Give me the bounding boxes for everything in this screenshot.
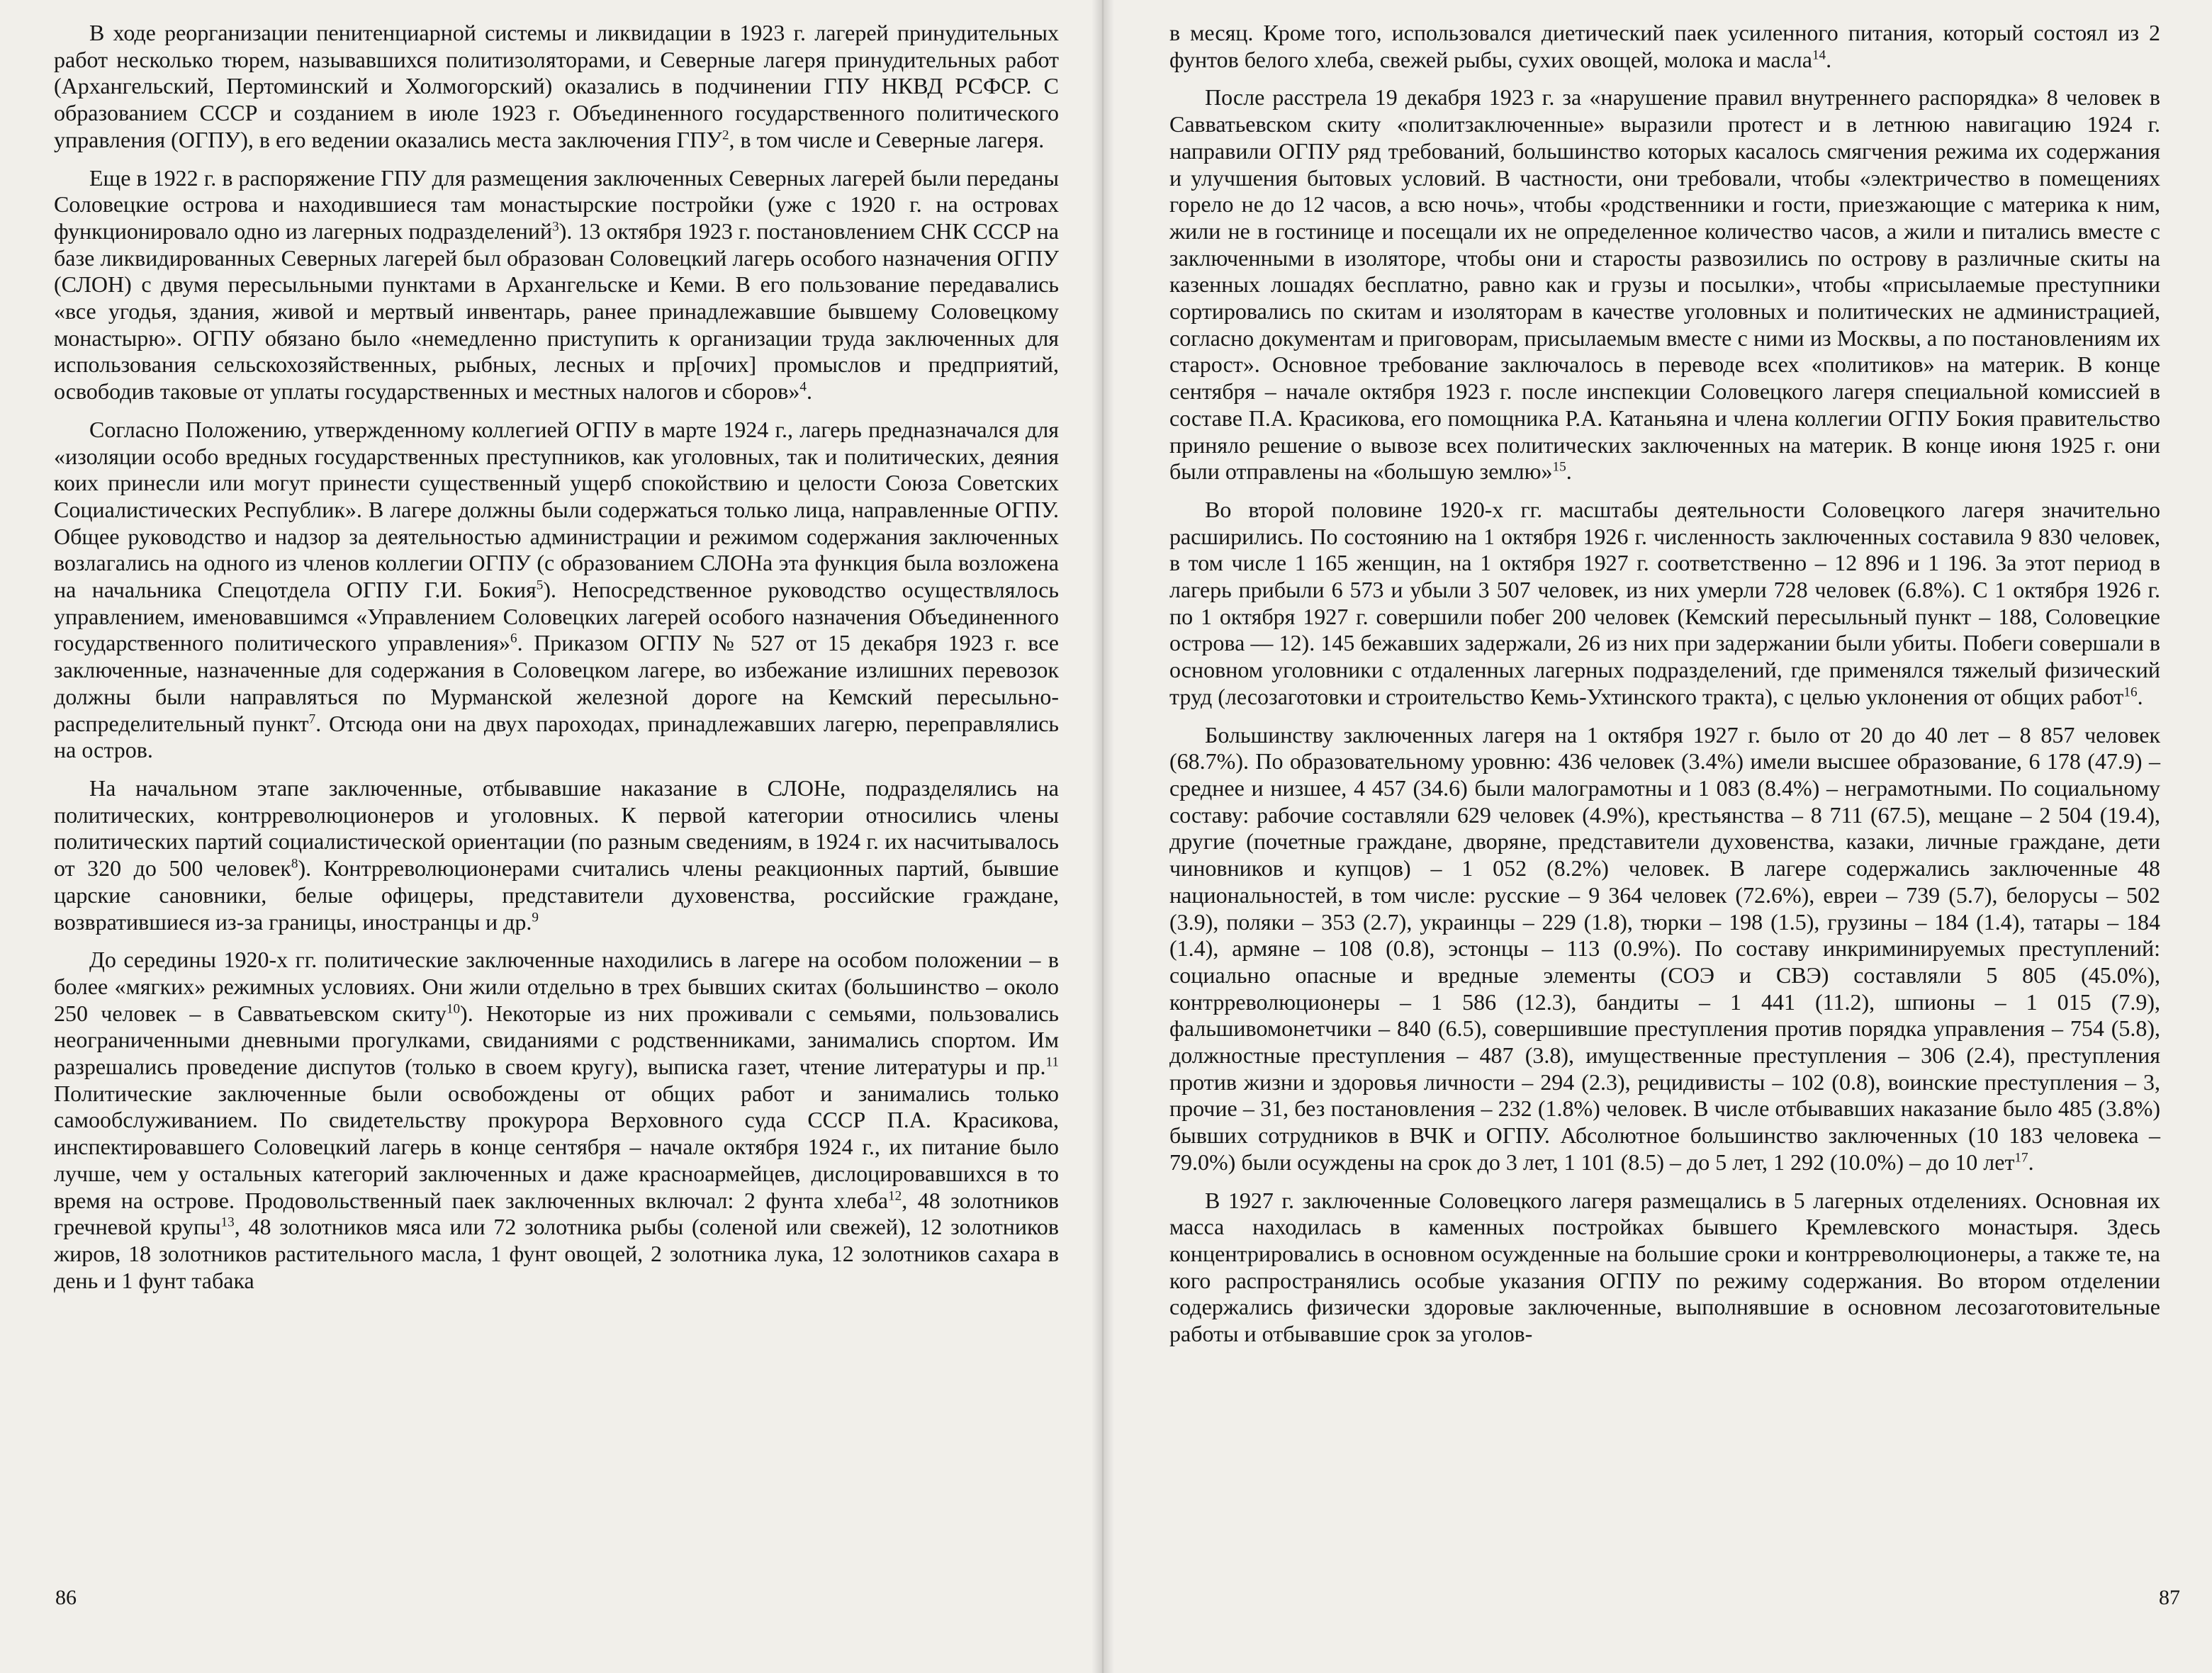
paragraph-text: ). Некоторые из них проживали с семьями, пользовались неограниченными дневными прогулками, свиданиями с родственниками, занимались спортом. Им разрешались проведение диспутов (только в своем кругу), выписка газет, чтение литературы и пр. (54, 1000, 1060, 1080)
left-page-text (54, 20, 1059, 1294)
footnote-marker: 5 (536, 578, 544, 593)
paragraph (54, 20, 1059, 154)
footnote-marker: 11 (1045, 1054, 1059, 1070)
footnote-marker: 4 (799, 379, 807, 395)
paragraph-text: После расстрела 19 декабря 1923 г. за «нарушение правил внутреннего распорядка» 8 человек в Савватьевском скиту «политзаключенные» выразили протест и в летнюю навигацию 1924 г. направили ОГПУ ряд требований, большинство которых касалось смягчения режима их содержания и улучшения бытовых условий. В частности, они требовали, чтобы «электричество в помещениях горело не до 12 часов, а всю ночь», чтобы «родственники и гости, приезжающие с материка к ним, жили не в гостинице и посещали их не определенное количество часов, а жили и питались вместе с заключенными в изоляторе, чтобы они и старосты развозились по острову в различные скиты на казенных лошадях бесплатно, равно как и грузы и посылки», чтобы «присылаемые преступники сортировались по скитам и изоляторам в качестве уголовных и политических не администрацией, согласно документам и приговорам, присылаемым вместе с ними из Москвы, а по постановлениям их старост». Основное требование заключалось в переводе всех «политиков» на материк. В конце сентября – начале октября 1923 г. после инспекции Соловецкого лагеря специальной комиссией в составе П.А. Красикова, его помощника Р.А. Катаньяна и члена коллегии ОГПУ Бокия правительство приняло решение о вывозе всех политических заключенных на материк. В конце июня 1925 г. они были отправлены на «большую землю» (1169, 84, 2160, 485)
footnote-marker: 13 (220, 1215, 235, 1230)
paragraph-text: ). Контрреволюционерами считались члены реакционных партий, бывшие царские сановники, белые офицеры, представители духовенства, российские граждане, возвратившиеся из-за границы, иностранцы и др. (54, 855, 1060, 935)
paragraph-text: ). Непосредственное руководство осуществлялось управлением, именовавшимся «Управлением Соловецких лагерей особого назначения Объединенного государственного политического управления» (54, 577, 1060, 656)
left-page-number: 86 (55, 1586, 77, 1609)
paragraph (1169, 497, 2160, 711)
paragraph (1169, 84, 2160, 485)
paragraph (1169, 20, 2160, 73)
footnote-marker: 16 (2123, 685, 2138, 700)
paragraph-text: , в том числе и Северные лагеря. (729, 126, 1045, 152)
footnote-marker: 7 (308, 711, 316, 727)
paragraph-text: . (2028, 1149, 2034, 1175)
paragraph-text: Во второй половине 1920-х гг. масштабы деятельности Соловецкого лагеря значительно расширились. По состоянию на 1 октября 1926 г. численность заключенных составила 9 830 человек, в том числе 1 165 женщин, на 1 октября 1927 г. соответственно – 12 896 и 1 196. За этот период в лагерь прибыли 6 573 и убыли 3 507 человек, из них умерли 728 человек (6.8%). С 1 октября 1926 г. по 1 октября 1927 г. совершили побег 200 человек (Кемский пересыльный пункт – 188, Соловецкие острова — 12). 145 бежавших задержали, 26 из них при задержании были убиты. Побеги совершали в основном уголовники с отдаленных лагерных подразделений, где применялся тяжелый физический труд (лесозаготовки и строительство Кемь-Ухтинского тракта), с целью уклонения от общих работ (1169, 496, 2160, 709)
paragraph (54, 775, 1059, 935)
paragraph (54, 165, 1059, 405)
paragraph-text: Политические заключенные были освобождены от общих работ и занимались только самообслуживанием. По свидетельству прокурора Верховного суда СССР П.А. Красикова, инспектировавшего Соловецкий лагерь в конце сентября – начале октября 1924 г., их питание было лучше, чем у остальных категорий заключенных и даже красноармейцев, дислоцировавшихся в то время на острове. Продовольственный паек заключенных включал: 2 фунта хлеба (54, 1080, 1059, 1213)
paragraph-text: В 1927 г. заключенные Соловецкого лагеря размещались в 5 лагерных отделениях. Основная их масса находилась в каменных постройках бывшего Кремлевского монастыря. Здесь концентрировались в основном осужденные на большие сроки и контрреволюционеры, а также те, на кого распространялись особые указания ОГПУ по режиму содержания. Во втором отделении содержались физически здоровые заключенные, выполнявшие в основном лесозаготовительные работы и отбывавшие срок за уголов- (1169, 1187, 2160, 1347)
right-page-text (1169, 20, 2160, 1348)
footnote-marker: 17 (2014, 1150, 2028, 1166)
right-page (1103, 0, 2212, 1673)
paragraph-text: , 48 золотников мяса или 72 золотника рыбы (соленой или свежей), 12 золотников жиров, 18 золотников растительного масла, 1 фунт овощей, 2 золотника лука, 12 золотников сахара в день и 1 фунт табака (54, 1214, 1060, 1293)
paragraph-text: До середины 1920-х гг. политические заключенные находились в лагере на особом положении – в более «мягких» режимных условиях. Они жили отдельно в трех бывших скитах (большинство – около 250 человек – в Савватьевском скиту (54, 947, 1059, 1026)
paragraph-text: Еще в 1922 г. в распоряжение ГПУ для размещения заключенных Северных лагерей были переданы Соловецкие острова и находившиеся там монастырские постройки (уже с 1920 г. на островах функционировало одно из лагерных подразделений (54, 164, 1059, 244)
paragraph (54, 947, 1059, 1294)
footnote-marker: 3 (552, 219, 559, 235)
paragraph-text: . Отсюда они на двух пароходах, принадлежавших лагерю, переправлялись на остров. (54, 710, 1060, 763)
paragraph-text: В ходе реорганизации пенитенциарной системы и ликвидации в 1923 г. лагерей принудительных работ несколько тюрем, называвшихся политизоляторами, и Северные лагеря принудительных работ (Архангельский, Пертоминский и Холмогорский) оказались в подчинении ГПУ НКВД РСФСР. С образованием СССР и созданием в июле 1923 г. Объединенного государственного политического управления (ОГПУ), в его ведении оказались места заключения ГПУ (54, 20, 1059, 152)
paragraph-text: , 48 золотников гречневой крупы (54, 1187, 1060, 1240)
paragraph (54, 417, 1059, 764)
paragraph-text: . (2137, 683, 2143, 709)
footnote-marker: 9 (532, 909, 539, 925)
paragraph-text: в месяц. Кроме того, использовался диетический паек усиленного питания, который состоял из 2 фунтов белого хлеба, свежей рыбы, сухих овощей, молока и масла (1169, 20, 2160, 72)
paragraph (1169, 722, 2160, 1176)
right-page-number: 87 (2159, 1586, 2180, 1609)
paragraph-text: Большинству заключенных лагеря на 1 октября 1927 г. было от 20 до 40 лет – 8 857 человек (68.7%). По образовательному уровню: 436 человек (3.4%) имели высшее образование, 6 178 (47.9) – среднее и низшее, 4 457 (34.6) были малограмотны и 1 083 (8.4%) – неграмотными. По социальному составу: рабочие составляли 629 человек (4.9%), крестьянства – 8 711 (67.5), мещане – 2 504 (19.4), другие (почетные граждане, дворяне, представители духовенства, казаки, личные граждане, дети чиновников и купцов) – 1 052 (8.2%) человек. В лагере содержались заключенные 48 национальностей, в том числе: русские – 9 364 человек (72.6%), евреи – 739 (5.7), белорусы – 502 (3.9), поляки – 353 (2.7), украинцы – 229 (1.8), тюрки – 198 (1.5), грузины – 184 (1.4), татары – 184 (1.4), армяне – 108 (0.8), эстонцы – 113 (0.9%). По составу инкриминируемых преступлений: социально опасные и вредные элементы (СОЭ и СВЭ) составляли 5 805 (45.0%), контрреволюционеры – 1 586 (12.3), бандиты – 1 441 (11.2), шпионы – 1 015 (7.9), фальшивомонетчики – 840 (6.5), совершившие преступления против порядка управления – 754 (5.8), должностные преступления – 487 (3.8), имущественные преступления – 306 (2.4), преступления против жизни и здоровья личности – 294 (2.3), рецидивисты – 102 (0.8), воинские преступления – 3, прочие – 31, без постановления – 232 (1.8%) человек. В числе отбывавших наказание было 485 (3.8%) бывших сотрудников в ВЧК и ОГПУ. Абсолютное большинство заключенных (10 183 человека – 79.0%) были осуждены на срок до 3 лет, 1 101 (8.5) – до 5 лет, 1 292 (10.0%) – до 10 лет (1169, 721, 2160, 1175)
book-gutter-shadow (1091, 0, 1114, 1673)
footnote-marker: 8 (291, 856, 298, 872)
paragraph-text: . (806, 378, 812, 405)
paragraph-text: . (1566, 458, 1572, 485)
footnote-marker: 14 (1812, 47, 1826, 63)
left-page (0, 0, 1103, 1673)
footnote-marker: 12 (888, 1188, 902, 1204)
paragraph-text: . (1826, 46, 1832, 72)
footnote-marker: 10 (446, 1001, 461, 1017)
paragraph-text: На начальном этапе заключенные, отбывавшие наказание в СЛОНе, подразделялись на политических, контрреволюционеров и уголовных. К первой категории относились члены политических партий социалистической ориентации (по разным сведениям, в 1924 г. их насчитывалось от 320 до 500 человек (54, 774, 1059, 881)
paragraph (1169, 1188, 2160, 1348)
paragraph-text: . Приказом ОГПУ № 527 от 15 декабря 1923 г. все заключенные, назначенные для содержания в Соловецком лагере, во избежание излишних перевозок должны были направляться по Мурманской железной дороге на Кемский пересыльно-распределительный пункт (54, 630, 1060, 736)
footnote-marker: 15 (1552, 459, 1566, 475)
paragraph-text: ). 13 октября 1923 г. постановлением СНК СССР на базе ликвидированных Северных лагерей был образован Соловецкий лагерь особого назначения ОГПУ (СЛОН) с двумя пересыльными пунктами в Архангельске и Кеми. В его пользование передавались «все угодья, здания, живой и мертвый инвентарь, ранее принадлежавшие бывшему Соловецкому монастырю». ОГПУ обязано было «немедленно приступить к организации труда заключенных для использования сельскохозяйственных, рыбных, лесных и пр[очих] промыслов и предприятий, освободив таковые от уплаты государственных и местных налогов и сборов» (54, 218, 1060, 405)
footnote-marker: 2 (722, 128, 729, 143)
paragraph-text: Согласно Положению, утвержденному коллегией ОГПУ в марте 1924 г., лагерь предназначался для «изоляции особо вредных государственных преступников, как уголовных, так и политических, деяния коих принесли или могут принести существенный ущерб спокойствию и целости Союза Советских Социалистических Республик». В лагере должны были содержаться только лица, направленные ОГПУ. Общее руководство и надзор за деятельностью администрации и режимом содержания заключенных возлагались на одного из членов коллегии ОГПУ (с образованием СЛОНа эта функция была возложена на начальника Спецотдела ОГПУ Г.И. Бокия (54, 416, 1059, 603)
footnote-marker: 6 (510, 631, 517, 646)
